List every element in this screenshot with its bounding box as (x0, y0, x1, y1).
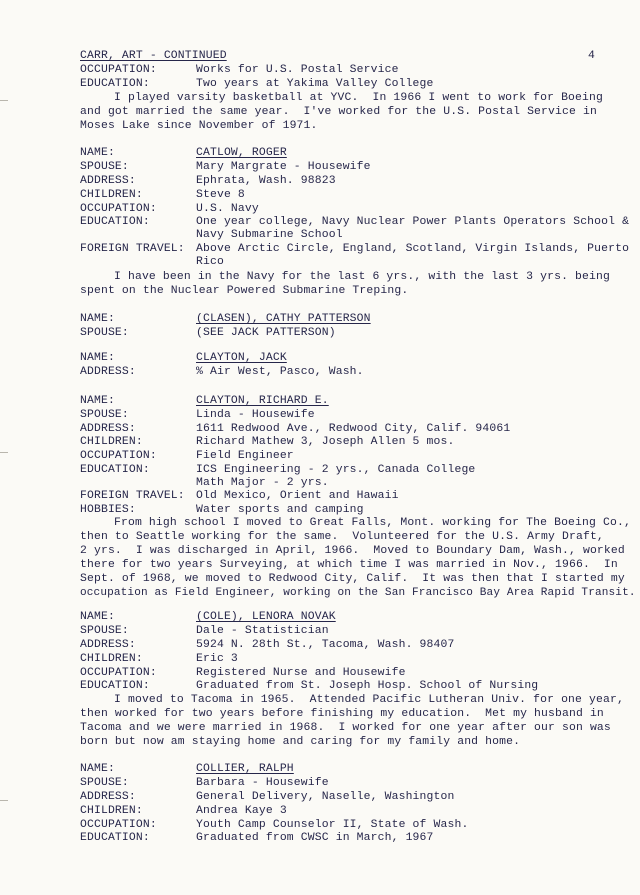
field-label: OCCUPATION: (80, 667, 157, 679)
paragraph-line: Sept. of 1968, we moved to Redwood City, Calif. It was then that I started my (80, 573, 625, 585)
field-label: EDUCATION: (80, 832, 150, 844)
field-label: SPOUSE: (80, 625, 129, 637)
punch-mark (0, 100, 8, 101)
field-label: OCCUPATION: (80, 819, 157, 831)
field-label: OCCUPATION: (80, 203, 157, 215)
field-value: Steve 8 (196, 189, 245, 201)
paragraph-line: spent on the Nuclear Powered Submarine Treping. (80, 285, 409, 297)
field-label: CHILDREN: (80, 805, 143, 817)
field-value: Richard Mathew 3, Joseph Allen 5 mos. (196, 436, 455, 448)
field-label: HOBBIES: (80, 504, 136, 516)
paragraph-line: there for two years Surveying, at which time I was married in Nov., 1966. In (80, 559, 618, 571)
field-value: Graduated from St. Joseph Hosp. School of Nursing (196, 680, 539, 692)
field-label: OCCUPATION: (80, 64, 157, 76)
field-value: % Air West, Pasco, Wash. (196, 366, 364, 378)
field-value: Rico (196, 256, 224, 268)
field-value: One year college, Navy Nuclear Power Plants Operators School & (196, 216, 630, 228)
field-value: Ephrata, Wash. 98823 (196, 175, 336, 187)
paragraph-line: I moved to Tacoma in 1965. Attended Pacific Lutheran Univ. for one year, (114, 694, 624, 706)
field-label: ADDRESS: (80, 175, 136, 187)
entry-name: CATLOW, ROGER (196, 147, 287, 159)
field-value: Above Arctic Circle, England, Scotland, Virgin Islands, Puerto (196, 243, 630, 255)
paragraph-line: I have been in the Navy for the last 6 yrs., with the last 3 yrs. being (114, 271, 610, 283)
field-label: CHILDREN: (80, 189, 143, 201)
field-label: ADDRESS: (80, 791, 136, 803)
paragraph-line: From high school I moved to Great Falls, Mont. working for The Boeing Co., (114, 517, 631, 529)
field-label: ADDRESS: (80, 366, 136, 378)
field-value: Linda - Housewife (196, 409, 315, 421)
field-value: Graduated from CWSC in March, 1967 (196, 832, 434, 844)
field-value: Dale - Statistician (196, 625, 329, 637)
field-value: Barbara - Housewife (196, 777, 329, 789)
field-label: SPOUSE: (80, 161, 129, 173)
paragraph-line: occupation as Field Engineer, working on the San Francisco Bay Area Rapid Transit. (80, 587, 636, 599)
paragraph-line: then to Seattle working for the same. Volunteered for the U.S. Army Draft, (80, 531, 604, 543)
field-value: Mary Margrate - Housewife (196, 161, 371, 173)
field-label: SPOUSE: (80, 327, 129, 339)
field-value: Field Engineer (196, 450, 294, 462)
field-label: NAME: (80, 611, 115, 623)
field-value: Youth Camp Counselor II, State of Wash. (196, 819, 469, 831)
field-label: ADDRESS: (80, 639, 136, 651)
punch-mark (0, 800, 8, 801)
field-value: Eric 3 (196, 653, 238, 665)
entry-name: (CLASEN), CATHY PATTERSON (196, 313, 371, 325)
field-label: NAME: (80, 395, 115, 407)
field-label: NAME: (80, 763, 115, 775)
field-value: Andrea Kaye 3 (196, 805, 287, 817)
section-heading: CARR, ART - CONTINUED (80, 50, 227, 62)
field-value: (SEE JACK PATTERSON) (196, 327, 336, 339)
field-value: Old Mexico, Orient and Hawaii (196, 490, 399, 502)
punch-mark (0, 452, 8, 453)
field-value: ICS Engineering - 2 yrs., Canada College (196, 464, 476, 476)
field-label: EDUCATION: (80, 680, 150, 692)
field-label: EDUCATION: (80, 78, 150, 90)
field-label: CHILDREN: (80, 436, 143, 448)
field-value: U.S. Navy (196, 203, 259, 215)
field-label: NAME: (80, 352, 115, 364)
field-value: Navy Submarine School (196, 229, 343, 241)
field-label: SPOUSE: (80, 409, 129, 421)
field-label: EDUCATION: (80, 464, 150, 476)
paragraph-line: 2 yrs. I was discharged in April, 1966. Moved to Boundary Dam, Wash., worked (80, 545, 625, 557)
entry-name: CLAYTON, RICHARD E. (196, 395, 329, 407)
paragraph-line: born but now am staying home and caring for my family and home. (80, 736, 521, 748)
field-label: FOREIGN TRAVEL: (80, 490, 185, 502)
field-value: Math Major - 2 yrs. (196, 477, 329, 489)
field-label: CHILDREN: (80, 653, 143, 665)
paragraph-line: I played varsity basketball at YVC. In 1966 I went to work for Boeing (114, 92, 603, 104)
field-label: FOREIGN TRAVEL: (80, 243, 185, 255)
field-label: EDUCATION: (80, 216, 150, 228)
paragraph-line: then worked for two years before finishing my education. Met my husband in (80, 708, 604, 720)
page-number: 4 (588, 50, 595, 62)
paragraph-line: Moses Lake since November of 1971. (80, 120, 318, 132)
entry-name: COLLIER, RALPH (196, 763, 294, 775)
field-label: OCCUPATION: (80, 450, 157, 462)
field-label: NAME: (80, 313, 115, 325)
field-value: General Delivery, Naselle, Washington (196, 791, 455, 803)
field-value: Works for U.S. Postal Service (196, 64, 399, 76)
field-label: SPOUSE: (80, 777, 129, 789)
field-label: NAME: (80, 147, 115, 159)
field-label: ADDRESS: (80, 423, 136, 435)
entry-name: CLAYTON, JACK (196, 352, 287, 364)
field-value: Water sports and camping (196, 504, 364, 516)
entry-name: (COLE), LENORA NOVAK (196, 611, 336, 623)
field-value: Two years at Yakima Valley College (196, 78, 434, 90)
paragraph-line: Tacoma and we were married in 1968. I worked for one year after our son was (80, 722, 611, 734)
field-value: 1611 Redwood Ave., Redwood City, Calif. 94061 (196, 423, 511, 435)
field-value: 5924 N. 28th St., Tacoma, Wash. 98407 (196, 639, 455, 651)
field-value: Registered Nurse and Housewife (196, 667, 406, 679)
paragraph-line: and got married the same year. I've worked for the U.S. Postal Service in (80, 106, 597, 118)
